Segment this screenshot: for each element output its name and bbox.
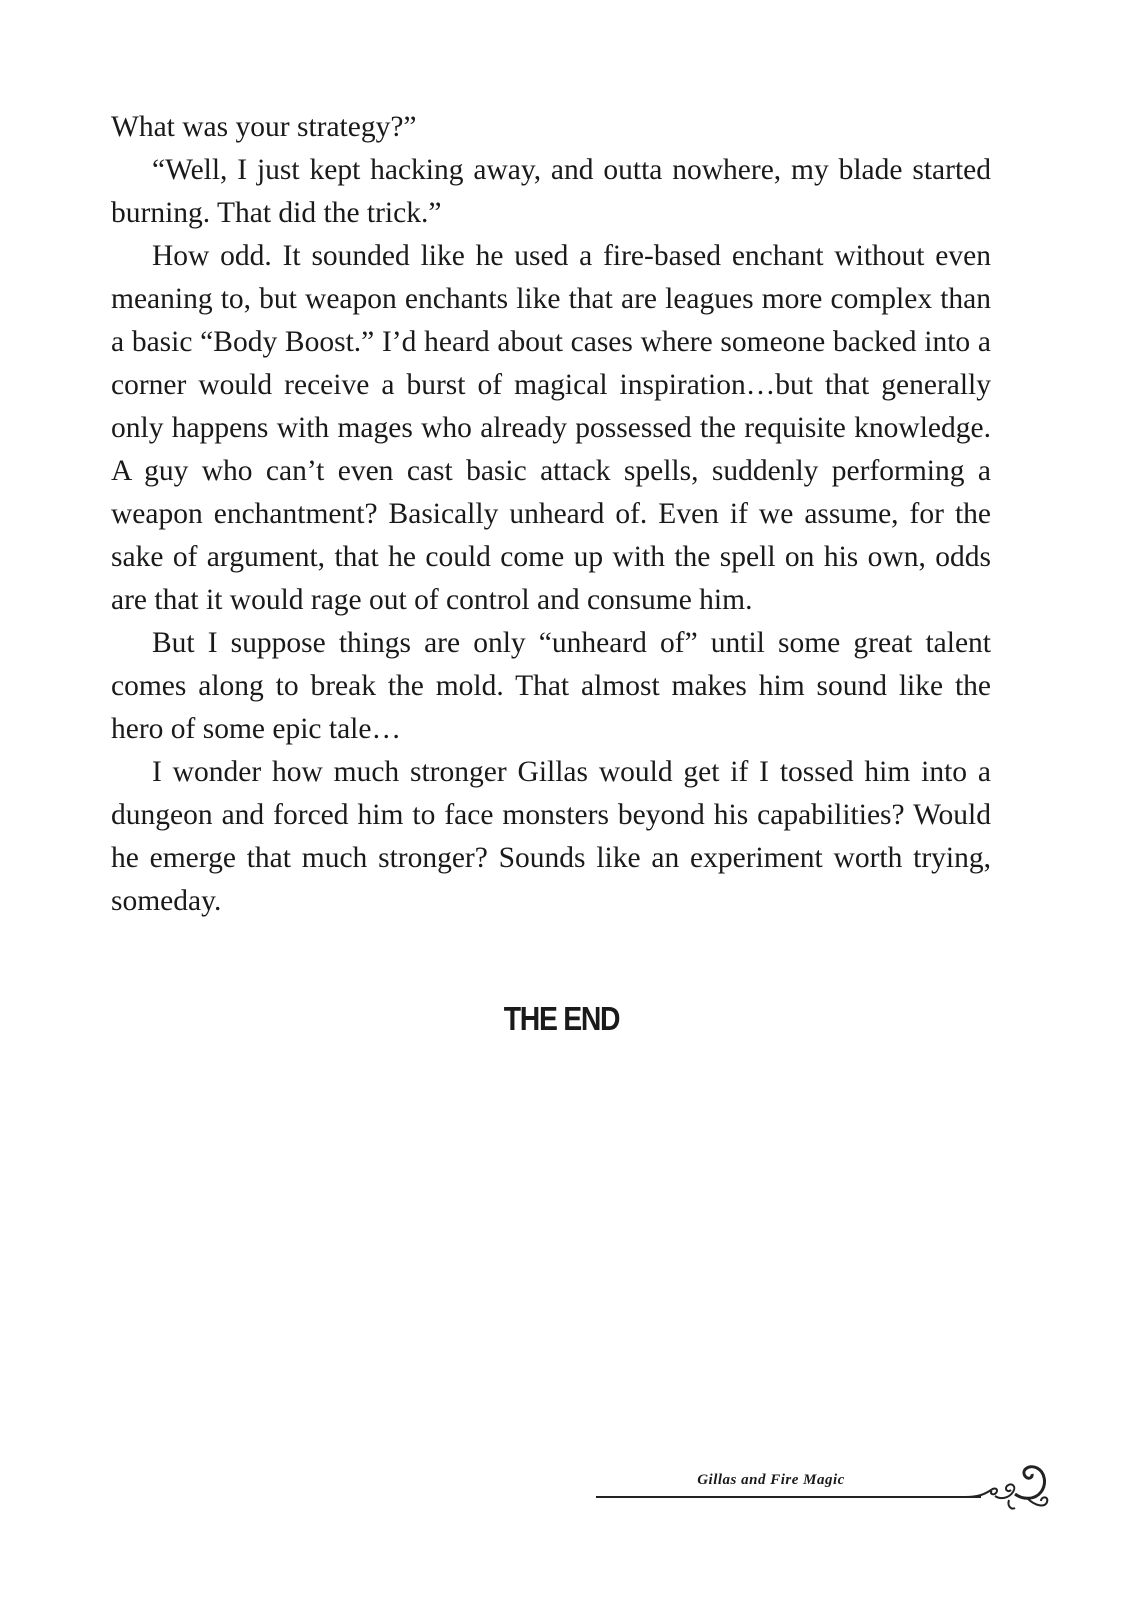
running-footer-title: Gillas and Fire Magic [697, 1472, 845, 1488]
scroll-flourish-icon [965, 1456, 1055, 1516]
the-end-heading: THE END [503, 1000, 620, 1037]
paragraph-5: I wonder how much stronger Gillas would get if I tossed him into a dungeon and forced him to face monsters beyond his capabilities? Would he emerge that much stronger? Sounds like an experiment worth trying, someday. [111, 756, 991, 917]
footer-rule [596, 1496, 981, 1498]
paragraph-3: How odd. It sounded like he used a fire-based enchant without even meaning to, but weapon enchants like that are leagues more complex than a basic “Body Boost.” I’d heard about cases where someone backed into a corner would receive a burst of magical inspiration…but that generally only happens with mages who already possessed the requisite knowledge. A guy who can’t even cast basic attack spells, suddenly performing a weapon enchantment? Basically unheard of. Even if we assume, for the sake of argument, that he could come up with the spell on his own, odds are that it would rage out of control and consume him. [111, 240, 991, 616]
paragraph-2: “Well, I just kept hacking away, and outta nowhere, my blade started burning. That did the trick.” [111, 154, 991, 229]
paragraph-4: But I suppose things are only “unheard of” until some great talent comes along to break the mold. That almost makes him sound like the hero of some epic tale… [111, 627, 991, 745]
body-text [111, 106, 991, 923]
paragraph-1: What was your strategy?” [111, 111, 417, 143]
